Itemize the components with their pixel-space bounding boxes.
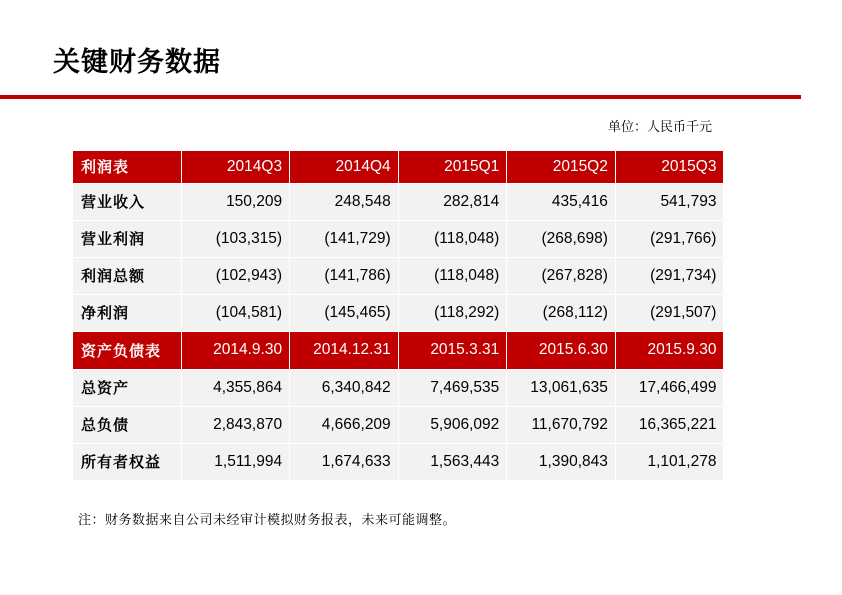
column-header: 2015Q1 [398,151,507,183]
column-header: 2015.9.30 [615,331,724,369]
table-row [73,257,724,294]
row-label: 总资产 [73,369,181,406]
row-label: 营业收入 [73,183,181,220]
table-cell: 282,814 [398,183,507,220]
table-cell: 1,390,843 [507,443,616,480]
table-row [73,183,724,220]
income-header-row [73,151,724,183]
table-cell: 17,466,499 [615,369,724,406]
income-header-label: 利润表 [73,151,181,183]
table-cell: (268,698) [507,220,616,257]
table-cell: (118,292) [398,294,507,331]
unit-label: 单位：人民币千元 [607,120,712,135]
table-cell: 13,061,635 [507,369,616,406]
table-row [73,443,724,480]
table-cell: (141,729) [290,220,399,257]
table-cell: (268,112) [507,294,616,331]
row-label: 所有者权益 [73,443,181,480]
balance-header-row [73,331,724,369]
footnote: 注：财务数据来自公司未经审计模拟财务报表，未来可能调整。 [78,513,457,528]
table-cell: (267,828) [507,257,616,294]
table-cell: 1,674,633 [290,443,399,480]
table-cell: (104,581) [181,294,290,331]
table-cell: 2,843,870 [181,406,290,443]
table-cell: 16,365,221 [615,406,724,443]
table-cell: 248,548 [290,183,399,220]
table-cell: 150,209 [181,183,290,220]
table-cell: 541,793 [615,183,724,220]
table-cell: (102,943) [181,257,290,294]
column-header: 2014.12.31 [290,331,399,369]
row-label: 利润总额 [73,257,181,294]
table-cell: (291,507) [615,294,724,331]
table-row [73,369,724,406]
table-cell: 4,666,209 [290,406,399,443]
column-header: 2014Q3 [181,151,290,183]
page-title: 关键财务数据 [53,47,221,78]
row-label: 总负债 [73,406,181,443]
column-header: 2015.3.31 [398,331,507,369]
table-cell: 1,101,278 [615,443,724,480]
table-cell: (103,315) [181,220,290,257]
column-header: 2014Q4 [290,151,399,183]
table-cell: (118,048) [398,257,507,294]
table-cell: 1,563,443 [398,443,507,480]
row-label: 营业利润 [73,220,181,257]
title-divider [0,95,801,99]
table-cell: 5,906,092 [398,406,507,443]
table-row [73,406,724,443]
table-row [73,220,724,257]
table-cell: 1,511,994 [181,443,290,480]
table-row [73,294,724,331]
column-header: 2015Q2 [507,151,616,183]
table-cell: 7,469,535 [398,369,507,406]
table-cell: 11,670,792 [507,406,616,443]
table-cell: 435,416 [507,183,616,220]
table-cell: (141,786) [290,257,399,294]
financial-table [73,151,724,481]
column-header: 2014.9.30 [181,331,290,369]
column-header: 2015Q3 [615,151,724,183]
table-cell: (118,048) [398,220,507,257]
balance-header-label: 资产负债表 [73,331,181,369]
table-cell: (291,734) [615,257,724,294]
table-cell: (291,766) [615,220,724,257]
table-cell: (145,465) [290,294,399,331]
table-cell: 4,355,864 [181,369,290,406]
table-cell: 6,340,842 [290,369,399,406]
column-header: 2015.6.30 [507,331,616,369]
row-label: 净利润 [73,294,181,331]
